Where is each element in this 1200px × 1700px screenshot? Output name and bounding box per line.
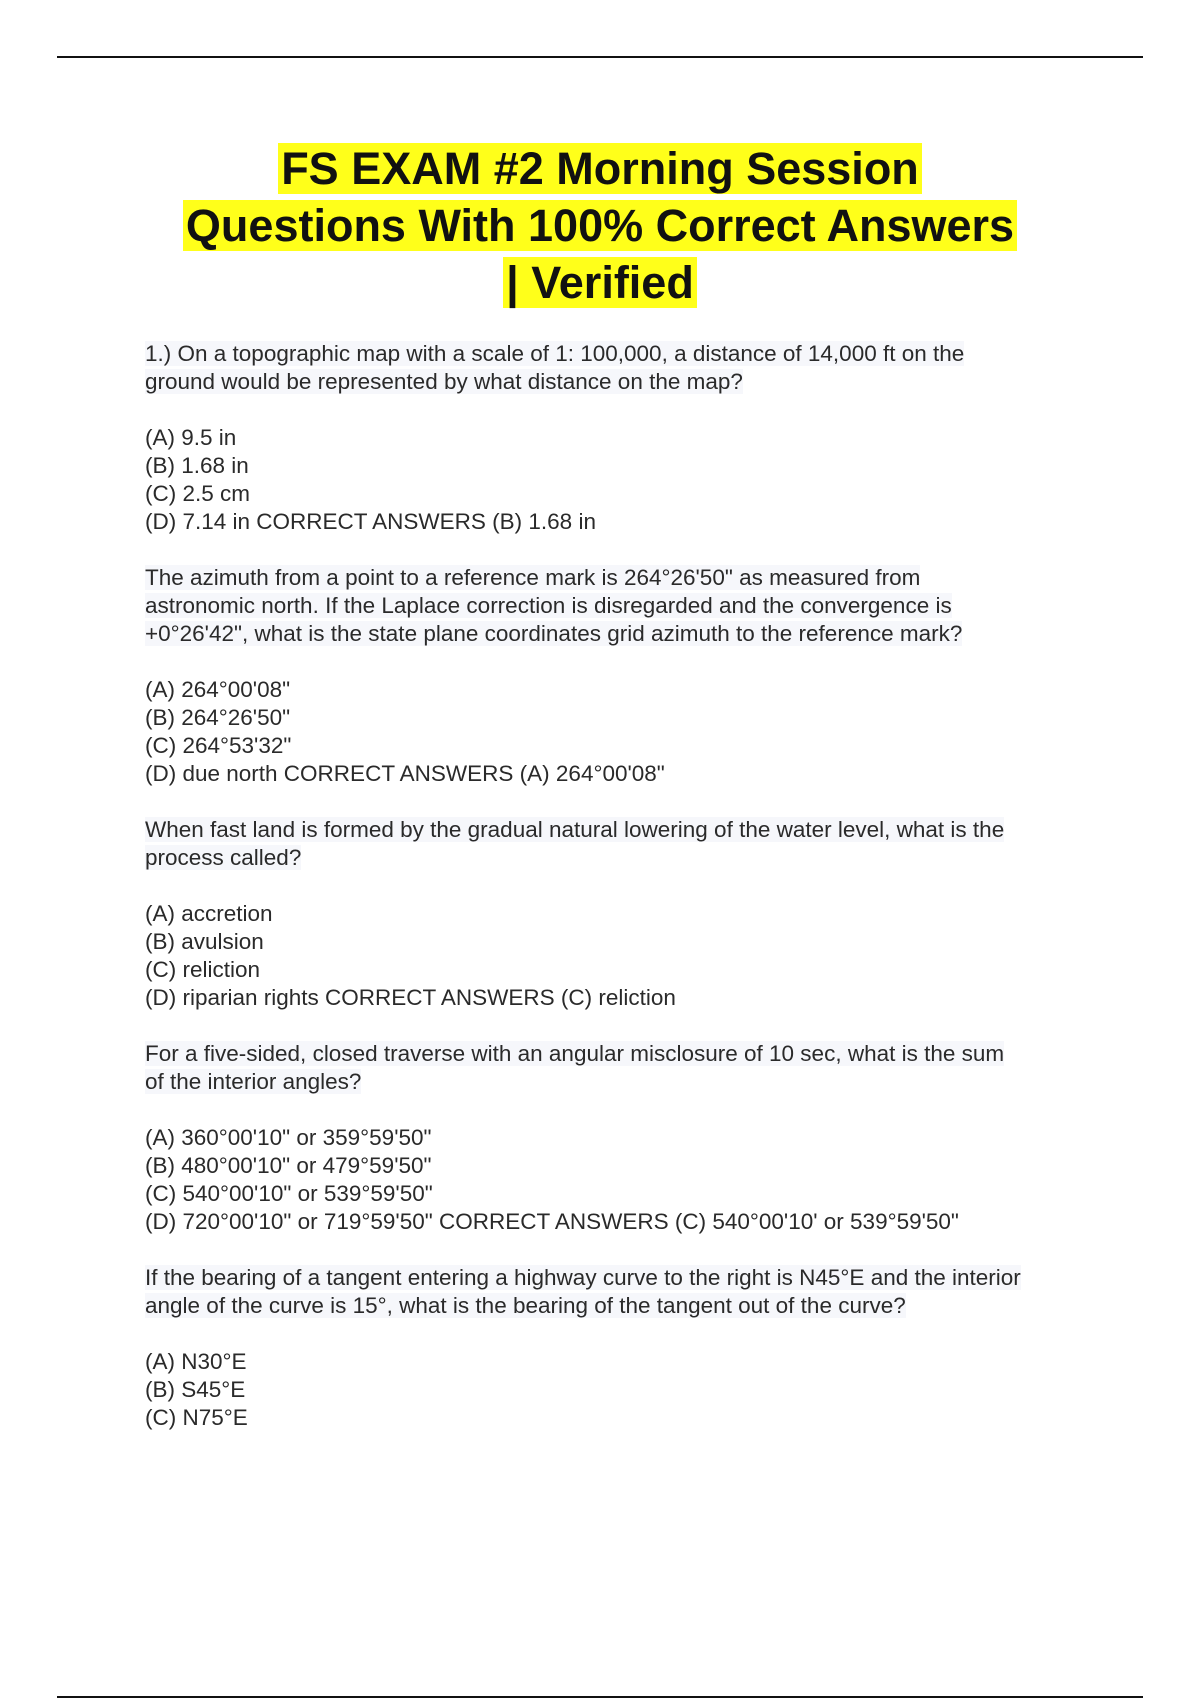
answer-option: (C) 264°53'32" bbox=[145, 733, 292, 758]
question-line: 1.) On a topographic map with a scale of 1: 100,000, a distance of 14,000 ft on the bbox=[145, 341, 965, 366]
answer-option: (B) avulsion bbox=[145, 929, 264, 954]
answer-option: (A) N30°E bbox=[145, 1349, 247, 1374]
answer-option: (A) accretion bbox=[145, 901, 273, 926]
answer-option: (B) 264°26'50" bbox=[145, 705, 291, 730]
question-line: The azimuth from a point to a reference mark is 264°26'50" as measured from bbox=[145, 565, 921, 590]
document-title bbox=[100, 140, 1100, 311]
answer-option: (D) due north CORRECT ANSWERS (A) 264°00'08" bbox=[145, 761, 665, 786]
question-line: angle of the curve is 15°, what is the bearing of the tangent out of the curve? bbox=[145, 1293, 906, 1318]
question-block bbox=[145, 340, 1105, 536]
answer-option: (D) riparian rights CORRECT ANSWERS (C) reliction bbox=[145, 985, 676, 1010]
answer-options bbox=[145, 900, 1105, 1012]
question-text bbox=[145, 1040, 1105, 1096]
question-line: process called? bbox=[145, 845, 302, 870]
question-line: astronomic north. If the Laplace correction is disregarded and the convergence is bbox=[145, 593, 952, 618]
answer-option: (D) 720°00'10" or 719°59'50" CORRECT ANSWERS (C) 540°00'10' or 539°59'50" bbox=[145, 1209, 959, 1234]
answer-option: (A) 9.5 in bbox=[145, 425, 237, 450]
question-text bbox=[145, 816, 1105, 872]
question-block bbox=[145, 1264, 1105, 1432]
question-line: +0°26'42", what is the state plane coordinates grid azimuth to the reference mark? bbox=[145, 621, 963, 646]
answer-option: (A) 360°00'10" or 359°59'50" bbox=[145, 1125, 432, 1150]
question-block bbox=[145, 1040, 1105, 1236]
question-line: When fast land is formed by the gradual natural lowering of the water level, what is the bbox=[145, 817, 1005, 842]
answer-options bbox=[145, 1124, 1105, 1236]
question-line: of the interior angles? bbox=[145, 1069, 362, 1094]
question-block bbox=[145, 816, 1105, 1012]
questions-list bbox=[145, 340, 1105, 1460]
answer-option: (A) 264°00'08" bbox=[145, 677, 291, 702]
question-line: For a five-sided, closed traverse with an angular misclosure of 10 sec, what is the sum bbox=[145, 1041, 1005, 1066]
answer-option: (D) 7.14 in CORRECT ANSWERS (B) 1.68 in bbox=[145, 509, 596, 534]
question-text bbox=[145, 340, 1105, 396]
answer-option: (C) 2.5 cm bbox=[145, 481, 251, 506]
answer-option: (C) reliction bbox=[145, 957, 261, 982]
answer-options bbox=[145, 676, 1105, 788]
title-line-2: Questions With 100% Correct Answers bbox=[183, 200, 1017, 251]
answer-options bbox=[145, 424, 1105, 536]
bottom-rule bbox=[57, 1696, 1143, 1698]
answer-option: (B) S45°E bbox=[145, 1377, 246, 1402]
title-line-3: | Verified bbox=[503, 257, 697, 308]
title-line-1: FS EXAM #2 Morning Session bbox=[278, 143, 922, 194]
question-line: ground would be represented by what distance on the map? bbox=[145, 369, 743, 394]
answer-option: (B) 1.68 in bbox=[145, 453, 249, 478]
question-block bbox=[145, 564, 1105, 788]
answer-options bbox=[145, 1348, 1105, 1432]
top-rule bbox=[57, 56, 1143, 58]
answer-option: (C) 540°00'10" or 539°59'50" bbox=[145, 1181, 433, 1206]
question-line: If the bearing of a tangent entering a highway curve to the right is N45°E and the interior bbox=[145, 1265, 1021, 1290]
question-text bbox=[145, 564, 1105, 648]
answer-option: (B) 480°00'10" or 479°59'50" bbox=[145, 1153, 432, 1178]
answer-option: (C) N75°E bbox=[145, 1405, 248, 1430]
question-text bbox=[145, 1264, 1105, 1320]
